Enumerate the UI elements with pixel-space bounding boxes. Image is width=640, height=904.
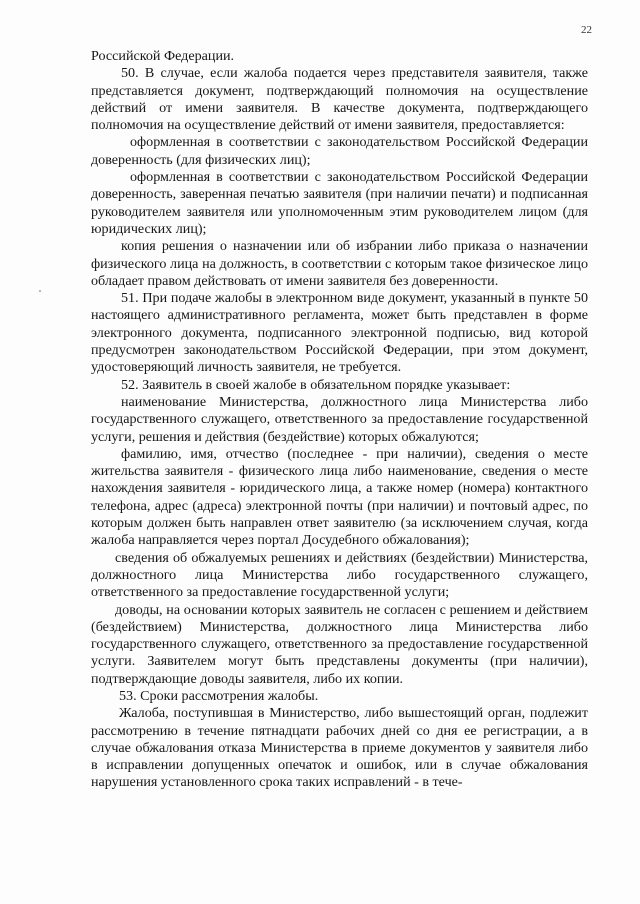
paragraph: доводы, на основании которых заявитель не согласен с решением и действием (бездействием) Министерства, должностного лица Министерства либо государственного служащего, ответственного за предоставление государственной услуги. Заявителем могут быть представлены документы (при наличии), подтверждающие доводы заявителя, либо их копии. xyxy=(91,601,588,687)
paragraph: фамилию, имя, отчество (последнее - при наличии), сведения о месте жительства заявителя - физического лица либо наименование, сведения о месте нахождения заявителя - юридического лица, а также номер (номера) контактного телефона, адрес (адреса) электронной почты (при наличии) и почтовый адрес, по которым должен быть направлен ответ заявителю (за исключением случая, когда жалоба направляется через портал Досудебного обжалования); xyxy=(91,445,588,549)
paragraph: оформленная в соответствии с законодательством Российской Федерации доверенность, заверенная печатью заявителя (при наличии печати) и подписанная руководителем заявителя или уполномоченным этим руководителем лицом (для юридических лиц); xyxy=(91,169,588,237)
paragraph: сведения об обжалуемых решениях и действиях (бездействии) Министерства, должностного лица Министерства либо государственного служащего, ответственного за предоставление государственной услуги; xyxy=(91,549,588,601)
scan-mark xyxy=(39,290,41,292)
paragraph: 53. Сроки рассмотрения жалобы. xyxy=(119,687,319,704)
paragraph: наименование Министерства, должностного лица Министерства либо государственного служащего, ответственного за предоставление государственной услуги, решения и действия (бездействие) которых обжалуются; xyxy=(91,393,588,445)
paragraph: оформленная в соответствии с законодательством Российской Федерации доверенность (для физических лиц); xyxy=(91,134,588,168)
paragraph: Российской Федерации. xyxy=(91,48,235,64)
document-body xyxy=(91,48,588,792)
paragraph: Жалоба, поступившая в Министерство, либо вышестоящий орган, подлежит рассмотрению в течение пятнадцати рабочих дней со дня ее регистрации, а в случае обжалования отказа Министерства в приеме документов у заявителя либо в исправлении допущенных опечаток и ошибок, или в случае обжалования нарушения установленного срока таких исправлений - в тече- xyxy=(91,705,588,791)
paragraph: 52. Заявитель в своей жалобе в обязательном порядке указывает: xyxy=(121,376,511,393)
page-number: 22 xyxy=(581,24,592,36)
paragraph: 50. В случае, если жалоба подается через представителя заявителя, также представляется документ, подтверждающий полномочия на осуществление действий от имени заявителя. В качестве документа, подтверждающего полномочия на осуществление действий от имени заявителя, предоставляется: xyxy=(91,65,588,134)
paragraph: 51. При подаче жалобы в электронном виде документ, указанный в пункте 50 настоящего административного регламента, может быть представлен в форме электронного документа, подписанного электронной подписью, вид которой предусмотрен законодательством Российской Федерации, при этом документ, удостоверяющий личность заявителя, не требуется. xyxy=(91,290,588,376)
paragraph: копия решения о назначении или об избрании либо приказа о назначении физического лица на должность, в соответствии с которым такое физическое лицо обладает правом действовать от имени заявителя без доверенности. xyxy=(91,238,588,289)
